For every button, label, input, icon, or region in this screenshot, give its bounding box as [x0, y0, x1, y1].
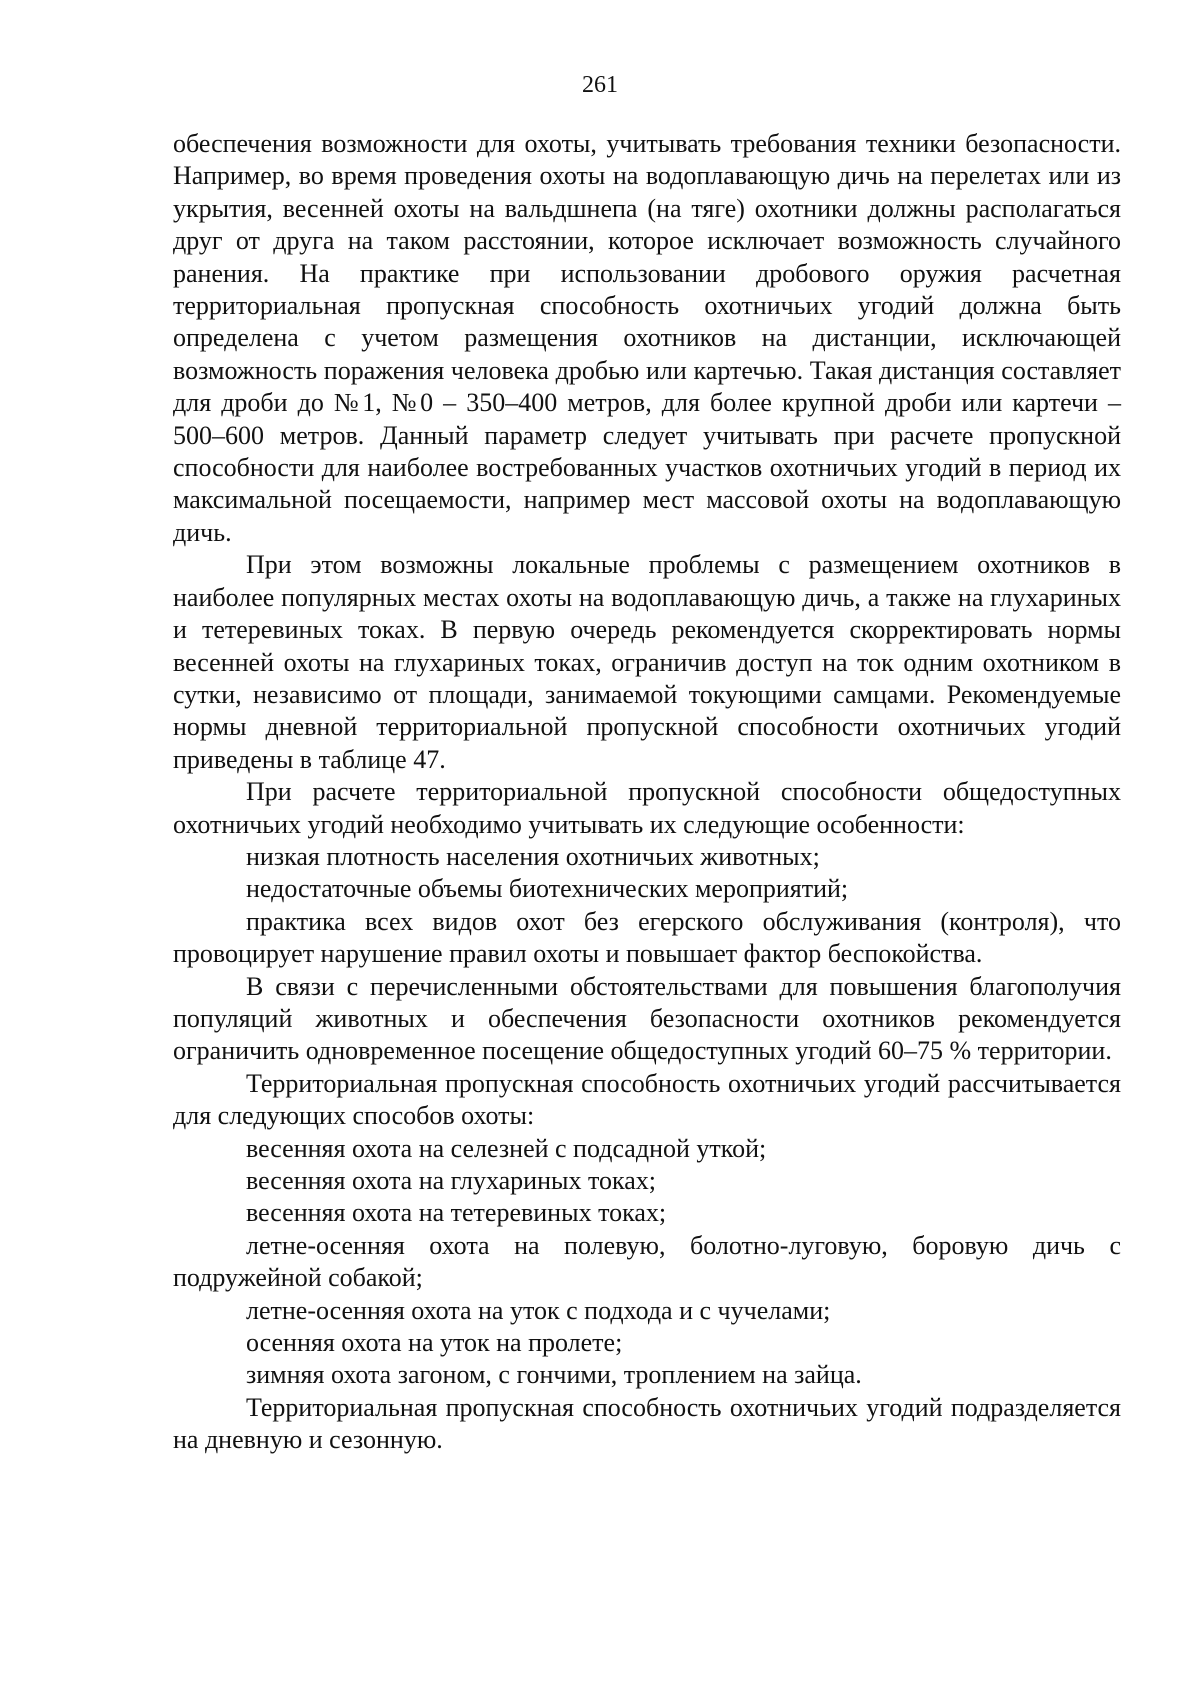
- paragraph: В связи с перечисленными обстоятельствами для повышения благополучия популяций животных и обеспечения безопасности охотников рекомендуется ограничить одновременное посещение общедоступных угодий 60–75 % территории.: [173, 971, 1121, 1066]
- paragraph: обеспечения возможности для охоты, учитывать требования техники безопасности. Например, во время проведения охоты на водоплавающую дичь на перелетах или из укрытия, весенней охоты на вальдшнепа (на тяге) охотники должны располагаться друг от друга на таком расстоянии, которое исключает возможность случайного ранения. На практике при использовании дробового оружия расчетная территориальная пропускная способность охотничьих угодий должна быть определена с учетом размещения охотников на дистанции, исключающей возможность поражения человека дробью или картечью. Такая дистанция составляет для дроби до №1, №0 – 350–400 метров, для более крупной дроби или картечи – 500–600 метров. Данный параметр следует учитывать при расчете пропускной способности для наиболее востребованных участков охотничьих угодий в период их максимальной посещаемости, например мест массовой охоты на водоплавающую дичь.: [173, 129, 1121, 547]
- list-item: практика всех видов охот без егерского обслуживания (контроля), что провоцирует нарушение правил охоты и повышает фактор беспокойства.: [173, 906, 1121, 969]
- list-item: весенняя охота на тетеревиных токах;: [246, 1198, 667, 1228]
- paragraph: Территориальная пропускная способность охотничьих угодий подразделяется на дневную и сезонную.: [173, 1392, 1121, 1455]
- list-item: весенняя охота на селезней с подсадной уткой;: [246, 1133, 767, 1163]
- list-item: недостаточные объемы биотехнических мероприятий;: [246, 874, 849, 904]
- paragraph: Территориальная пропускная способность охотничьих угодий рассчитывается для следующих способов охоты:: [173, 1068, 1121, 1131]
- list-item: летне-осенняя охота на полевую, болотно-луговую, боровую дичь с подружейной собакой;: [173, 1230, 1121, 1293]
- page-body: [173, 128, 1121, 1457]
- list-item: зимняя охота загоном, с гончими, троплением на зайца.: [246, 1360, 862, 1390]
- list-item: осенняя охота на уток на пролете;: [246, 1328, 623, 1358]
- list-item: весенняя охота на глухариных токах;: [246, 1166, 656, 1195]
- page-number: 261: [582, 72, 618, 98]
- list-item: низкая плотность населения охотничьих животных;: [246, 841, 820, 871]
- paragraph: При этом возможны локальные проблемы с размещением охотников в наиболее популярных местах охоты на водоплавающую дичь, а также на глухариных и тетеревиных токах. В первую очередь рекомендуется скорректировать нормы весенней охоты на глухариных токах, ограничив доступ на ток одним охотником в сутки, независимо от площади, занимаемой токующими самцами. Рекомендуемые нормы дневной территориальной пропускной способности охотничьих угодий приведены в таблице 47.: [173, 550, 1121, 774]
- list-item: летне-осенняя охота на уток с подхода и с чучелами;: [246, 1295, 831, 1325]
- paragraph: При расчете территориальной пропускной способности общедоступных охотничьих угодий необходимо учитывать их следующие особенности:: [173, 777, 1121, 839]
